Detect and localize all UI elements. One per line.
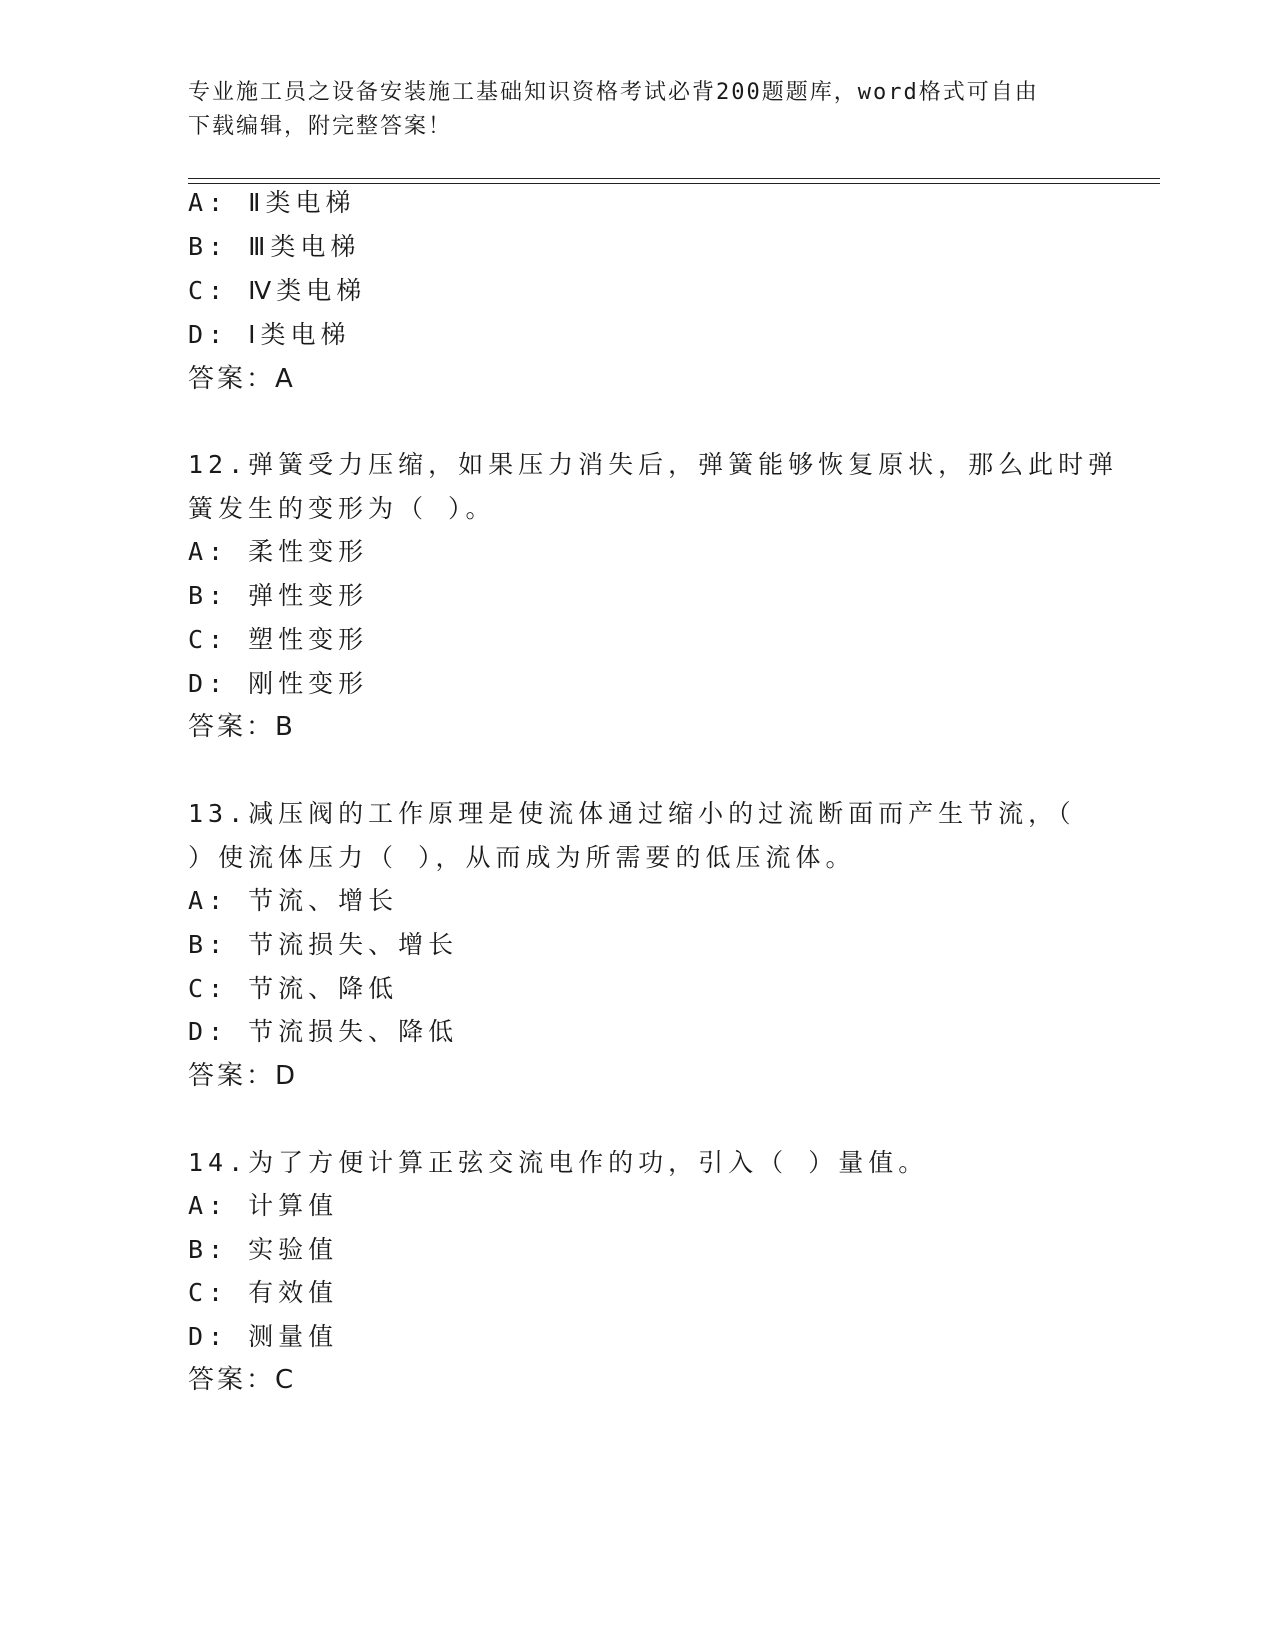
document-header xyxy=(188,76,1088,144)
q14-option-c: C: 有效值 xyxy=(188,1278,339,1307)
q11-option-a: A: Ⅱ类电梯 xyxy=(188,188,356,217)
q12-stem-line-2: 簧发生的变形为（ ）。 xyxy=(188,494,496,523)
q12-stem-line-1: 12.弹簧受力压缩，如果压力消失后，弹簧能够恢复原状，那么此时弹 xyxy=(188,450,1119,479)
q11-option-b: B: Ⅲ类电梯 xyxy=(188,232,361,261)
header-line-1: 专业施工员之设备安装施工基础知识资格考试必背200题题库，word格式可自由 xyxy=(188,80,1039,105)
header-line-2: 下载编辑，附完整答案！ xyxy=(188,114,453,139)
q14-answer: 答案：C xyxy=(188,1365,297,1395)
q14-option-a: A: 计算值 xyxy=(188,1191,339,1220)
q13-option-a: A: 节流、增长 xyxy=(188,886,399,915)
q14-option-d: D: 测量值 xyxy=(188,1322,339,1351)
q11-option-c: C: Ⅳ类电梯 xyxy=(188,276,367,305)
q14-stem-line-1: 14.为了方便计算正弦交流电作的功，引入（ ）量值。 xyxy=(188,1148,929,1177)
q13-option-c: C: 节流、降低 xyxy=(188,974,399,1003)
q11-option-d: D: Ⅰ类电梯 xyxy=(188,320,351,349)
q12-answer: 答案：B xyxy=(188,712,296,742)
q13-stem-line-2: ）使流体压力（ ），从而成为所需要的低压流体。 xyxy=(188,843,856,872)
header-divider-bottom xyxy=(188,183,1160,184)
header-divider-top xyxy=(188,178,1160,179)
q12-option-d: D: 刚性变形 xyxy=(188,669,369,698)
q13-stem-line-1: 13.减压阀的工作原理是使流体通过缩小的过流断面而产生节流，（ xyxy=(188,799,1076,828)
q11-answer: 答案：A xyxy=(188,364,296,394)
q13-option-d: D: 节流损失、降低 xyxy=(188,1017,459,1046)
q13-option-b: B: 节流损失、增长 xyxy=(188,930,459,959)
q12-option-a: A: 柔性变形 xyxy=(188,537,369,566)
q12-option-b: B: 弹性变形 xyxy=(188,581,369,610)
q13-answer: 答案：D xyxy=(188,1061,299,1091)
q14-option-b: B: 实验值 xyxy=(188,1235,339,1264)
q12-option-c: C: 塑性变形 xyxy=(188,625,369,654)
